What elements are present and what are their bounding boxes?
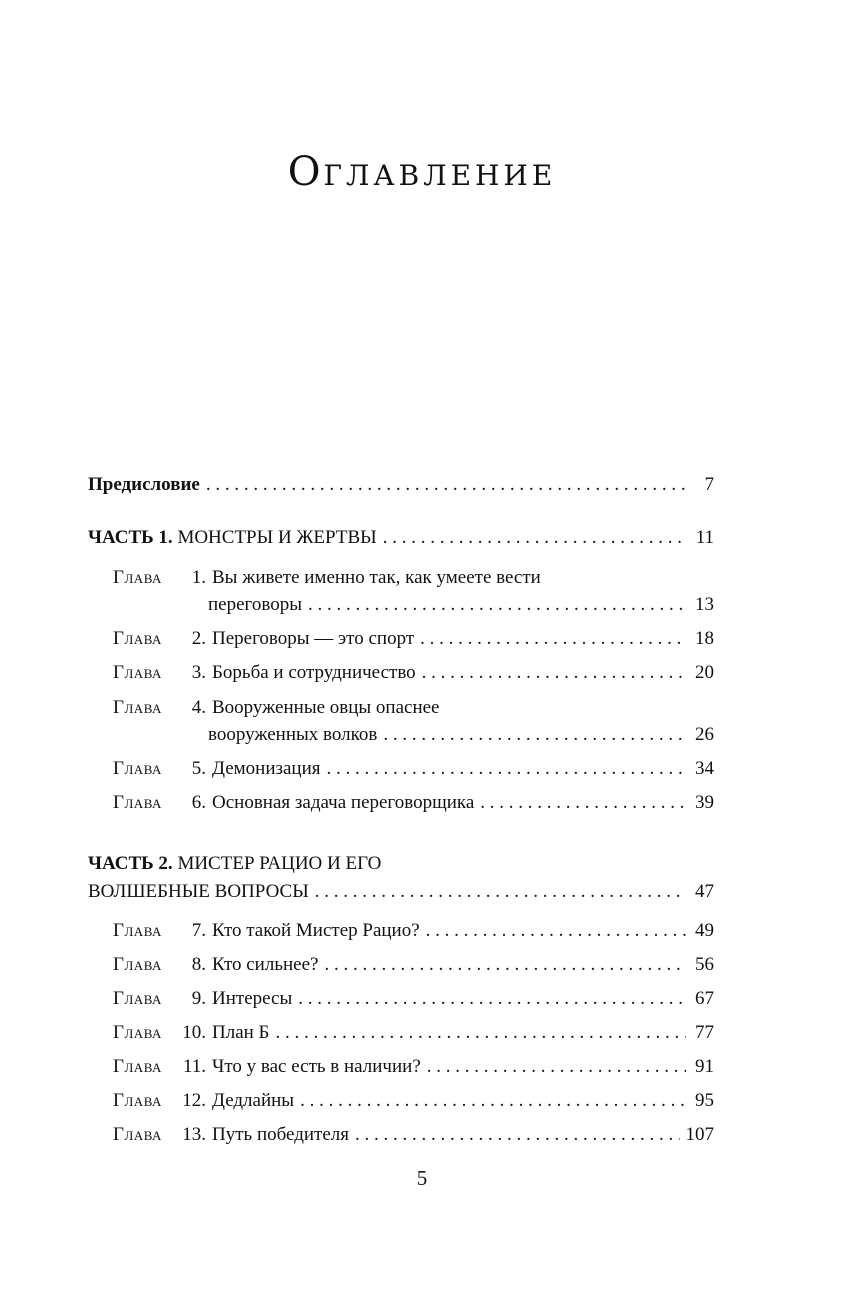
part-label: ЧАСТЬ 1.	[88, 527, 173, 548]
chapter-title: Кто такой Мистер Рацио?	[212, 920, 420, 941]
toc-leader-dots	[355, 1122, 680, 1148]
chapter-prefix: Глава	[113, 567, 162, 588]
toc-leader-dots	[308, 592, 686, 618]
chapter-number: 5.	[191, 758, 206, 779]
chapter-prefix: Глава	[113, 628, 162, 649]
chapter-title: План Б	[212, 1022, 270, 1043]
part-name-continued: ВОЛШЕБНЫЕ ВОПРОСЫ	[88, 881, 309, 902]
toc-page-number: 107	[685, 1124, 714, 1145]
toc-chapter-6[interactable]	[113, 790, 714, 816]
toc-part-2[interactable]	[88, 851, 714, 877]
toc-page-number: 77	[695, 1022, 714, 1043]
toc-chapter-9[interactable]	[113, 986, 714, 1012]
title-rest: ГЛАВЛЕНИЕ	[323, 159, 557, 192]
toc-page-number: 39	[695, 792, 714, 813]
toc-leader-dots	[275, 1020, 686, 1046]
toc-part-2-continuation[interactable]	[88, 879, 714, 905]
chapter-prefix: Глава	[113, 1056, 162, 1077]
toc-leader-dots	[383, 525, 686, 551]
toc-page-number: 49	[695, 920, 714, 941]
chapter-prefix: Глава	[113, 1022, 162, 1043]
toc-chapter-13[interactable]	[113, 1122, 714, 1148]
toc-leader-dots	[298, 986, 686, 1012]
chapter-title-continued: переговоры	[208, 594, 302, 615]
chapter-number: 7.	[191, 920, 206, 941]
chapter-title: Вы живете именно так, как умеете вести	[212, 567, 541, 588]
toc-entry-label: Предисловие	[88, 474, 200, 495]
chapter-prefix: Глава	[113, 954, 162, 975]
chapter-title-continued: вооруженных волков	[208, 724, 378, 745]
title-initial: О	[287, 149, 324, 195]
toc-chapter-2[interactable]	[113, 626, 714, 652]
chapter-prefix: Глава	[113, 1124, 162, 1145]
toc-part-1[interactable]	[88, 525, 714, 551]
toc-page-number: 11	[695, 527, 714, 548]
toc-chapter-4[interactable]	[113, 695, 714, 721]
chapter-title: Основная задача переговорщика	[212, 792, 475, 813]
toc-leader-dots	[315, 879, 686, 905]
toc-page-number: 20	[695, 662, 714, 683]
chapter-title: Вооруженные овцы опаснее	[212, 697, 440, 718]
chapter-title: Путь победителя	[212, 1124, 349, 1145]
part-label: ЧАСТЬ 2.	[88, 853, 173, 874]
toc-leader-dots	[327, 756, 687, 782]
chapter-number: 10.	[182, 1022, 206, 1043]
toc-chapter-10[interactable]	[113, 1020, 714, 1046]
toc-page-number: 67	[695, 988, 714, 1009]
toc-leader-dots	[300, 1088, 686, 1114]
chapter-title: Кто сильнее?	[212, 954, 319, 975]
part-name: МОНСТРЫ И ЖЕРТВЫ	[177, 527, 377, 548]
toc-leader-dots	[480, 790, 686, 816]
toc-chapter-8[interactable]	[113, 952, 714, 978]
chapter-title: Интересы	[212, 988, 293, 1009]
toc-chapter-4-continuation[interactable]	[208, 722, 714, 748]
chapter-prefix: Глава	[113, 988, 162, 1009]
part-name: МИСТЕР РАЦИО И ЕГО	[177, 853, 382, 874]
chapter-prefix: Глава	[113, 662, 162, 683]
chapter-title: Что у вас есть в наличии?	[212, 1056, 421, 1077]
chapter-prefix: Глава	[113, 792, 162, 813]
toc-chapter-3[interactable]	[113, 660, 714, 686]
chapter-number: 9.	[191, 988, 206, 1009]
chapter-title: Переговоры — это спорт	[212, 628, 415, 649]
chapter-prefix: Глава	[113, 920, 162, 941]
toc-chapter-1-continuation[interactable]	[208, 592, 714, 618]
toc-leader-dots	[420, 626, 686, 652]
chapter-number: 4.	[191, 697, 206, 718]
toc-chapter-1[interactable]	[113, 565, 714, 591]
chapter-number: 3.	[191, 662, 206, 683]
toc-page-number: 56	[695, 954, 714, 975]
toc-chapter-12[interactable]	[113, 1088, 714, 1114]
toc-leader-dots	[324, 952, 686, 978]
chapter-number: 1.	[191, 567, 206, 588]
toc-page-number: 26	[695, 724, 714, 745]
toc-leader-dots	[383, 722, 686, 748]
chapter-title: Дедлайны	[212, 1090, 295, 1111]
chapter-prefix: Глава	[113, 758, 162, 779]
chapter-number: 2.	[191, 628, 206, 649]
toc-leader-dots	[206, 472, 686, 498]
chapter-number: 13.	[182, 1124, 206, 1145]
toc-chapter-7[interactable]	[113, 918, 714, 944]
chapter-number: 8.	[191, 954, 206, 975]
chapter-number: 6.	[191, 792, 206, 813]
chapter-number: 11.	[182, 1056, 206, 1077]
chapter-prefix: Глава	[113, 1090, 162, 1111]
toc-leader-dots	[426, 918, 686, 944]
chapter-prefix: Глава	[113, 697, 162, 718]
toc-page-number: 34	[695, 758, 714, 779]
toc-leader-dots	[427, 1054, 686, 1080]
toc-page-number: 13	[695, 594, 714, 615]
chapter-title: Демонизация	[212, 758, 321, 779]
toc-page-number: 18	[695, 628, 714, 649]
toc-chapter-11[interactable]	[113, 1054, 714, 1080]
toc-chapter-5[interactable]	[113, 756, 714, 782]
toc-page-number: 91	[695, 1056, 714, 1077]
chapter-number: 12.	[182, 1090, 206, 1111]
toc-leader-dots	[422, 660, 686, 686]
page-number: 5	[416, 1166, 428, 1190]
chapter-title: Борьба и сотрудничество	[212, 662, 416, 683]
toc-entry-preface[interactable]	[88, 472, 714, 498]
toc-page-number: 7	[704, 474, 714, 495]
toc-page-number: 47	[695, 881, 714, 902]
toc-page-number: 95	[695, 1090, 714, 1111]
